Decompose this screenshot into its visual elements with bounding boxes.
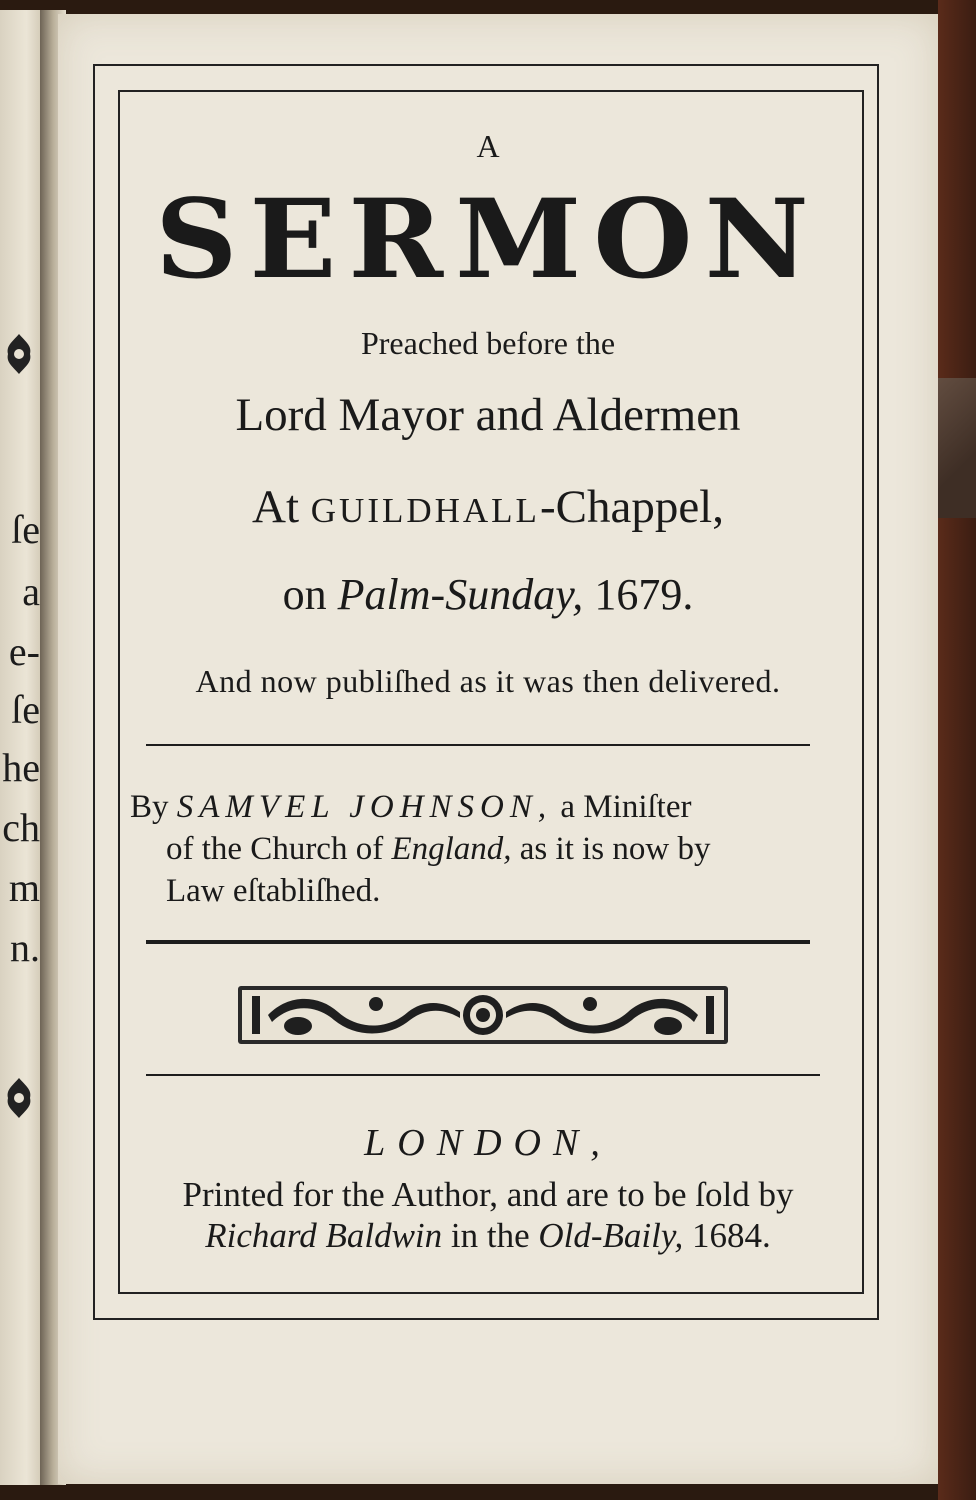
- published-line: And now publiſhed as it was then delivered.: [195, 663, 781, 699]
- divider-rule: [146, 1074, 820, 1076]
- byline-role-2b: as it is now by: [519, 831, 711, 867]
- byline-line-3: Law eſtabliſhed.: [166, 873, 381, 909]
- publisher-name: Richard Baldwin: [205, 1216, 443, 1255]
- left-fragment: he: [2, 748, 40, 788]
- printers-ornament: [238, 982, 728, 1048]
- left-fragment: a: [22, 572, 40, 612]
- place-smallcaps: GUILDHALL: [310, 491, 540, 530]
- imprint-printed-line: Printed for the Author, and are to be ſold by: [182, 1175, 794, 1214]
- byline-line-2: [130, 828, 836, 870]
- preached-line: Preached before the: [360, 325, 616, 361]
- author-name: SAMVEL JOHNSON,: [176, 789, 553, 825]
- divider-rule-thick: [146, 940, 810, 944]
- left-fragment: n.: [10, 928, 40, 968]
- date-year: 1679.: [594, 570, 694, 619]
- left-fragment: e-: [8, 632, 40, 672]
- left-fragment: ſe: [11, 510, 40, 550]
- date-italic: Palm-Sunday,: [337, 570, 584, 619]
- byline-role-1: a Miniſter: [560, 789, 692, 825]
- imprint-location: Old-Baily,: [538, 1216, 684, 1255]
- byline-role-2a: of the Church of: [166, 831, 384, 867]
- article-word: A: [476, 128, 500, 164]
- byline-england: England,: [391, 831, 512, 867]
- place-suffix: -Chappel,: [539, 481, 724, 533]
- imprint-city: LONDON,: [364, 1122, 612, 1164]
- main-title: SERMON: [155, 175, 821, 303]
- place-prefix: At: [252, 481, 300, 533]
- left-ornament-bottom: [4, 1076, 34, 1120]
- date-line: [0, 570, 976, 619]
- left-fragment: ch: [2, 808, 40, 848]
- place-line: [0, 481, 976, 533]
- imprint-in-the: in the: [450, 1216, 530, 1255]
- imprint-seller-line: [0, 1218, 976, 1253]
- byline-line-1: [130, 786, 836, 828]
- audience-line: Lord Mayor and Aldermen: [235, 389, 741, 441]
- left-fragment: ſe: [11, 690, 40, 730]
- left-fragment: m: [8, 868, 40, 908]
- date-prefix: on: [282, 570, 327, 619]
- byline: [130, 786, 836, 912]
- byline-by: By: [130, 789, 169, 825]
- divider-rule: [146, 744, 810, 746]
- imprint-year: 1684.: [691, 1216, 771, 1255]
